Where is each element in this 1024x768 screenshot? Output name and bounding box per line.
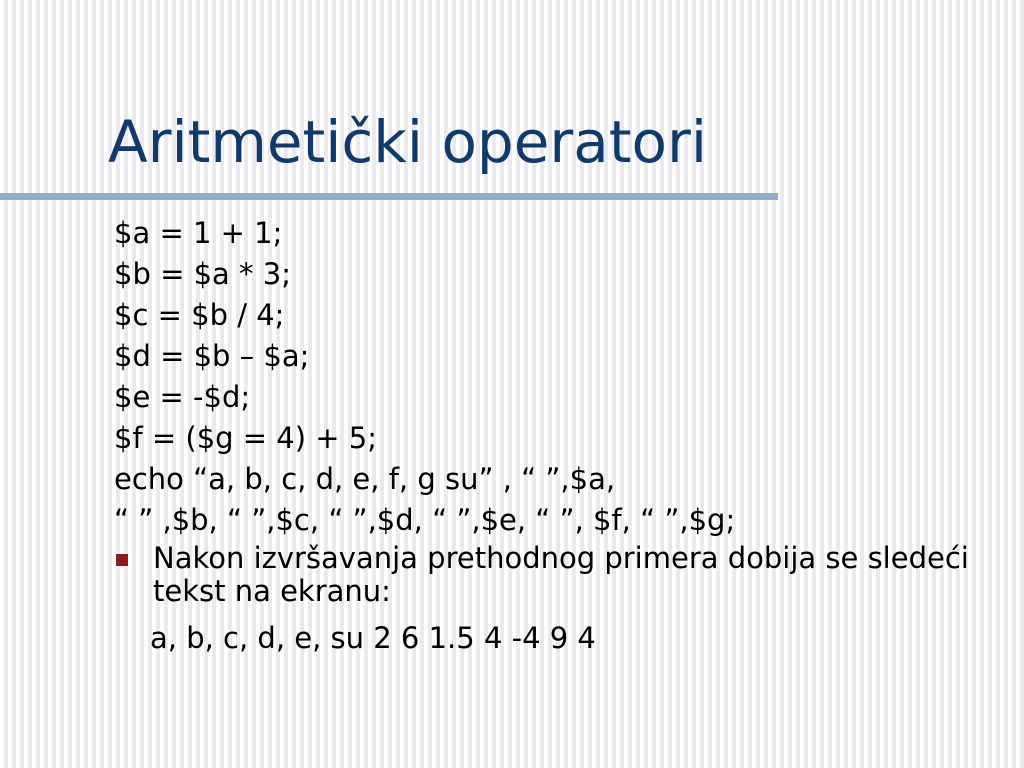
output-result: a, b, c, d, e, su 2 6 1.5 4 -4 9 4 [150, 621, 596, 655]
code-line: $b = $a * 3; [114, 257, 291, 291]
code-line: $c = $b / 4; [114, 298, 285, 332]
code-line: “ ” ,$b, “ ”,$c, “ ”,$d, “ ”,$e, “ ”, $f, “ ”,$g; [114, 503, 736, 537]
code-line: $e = -$d; [114, 380, 251, 414]
slide-body [114, 213, 994, 657]
bullet-text: Nakon izvršavanja prethodnog primera dobija se sledeći tekst na ekranu: [153, 541, 969, 608]
code-line: $d = $b – $a; [114, 339, 310, 373]
square-bullet-icon [116, 554, 128, 566]
code-line: $a = 1 + 1; [114, 216, 283, 250]
bullet-item [114, 542, 994, 608]
title-divider [0, 193, 778, 200]
code-line: $f = ($g = 4) + 5; [114, 421, 378, 455]
slide-title: Aritmetički operatori [108, 108, 708, 176]
code-line: echo “a, b, c, d, e, f, g su” , “ ”,$a, [114, 462, 616, 496]
